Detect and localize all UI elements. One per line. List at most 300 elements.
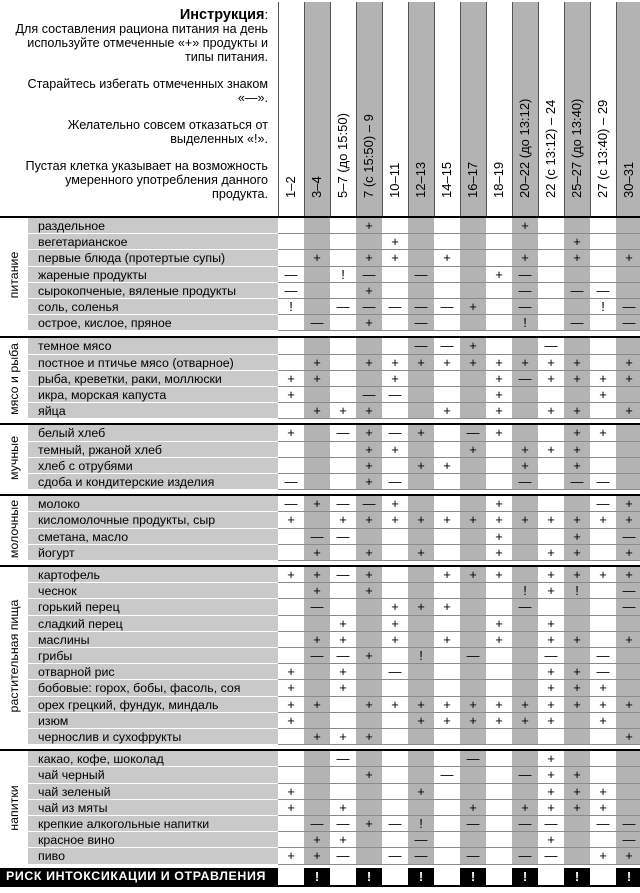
rating-cell [434, 648, 460, 664]
column-header [330, 2, 356, 216]
rating-cell: + [486, 512, 512, 528]
rating-cell [304, 458, 330, 474]
rating-cell: — [382, 664, 408, 680]
rating-cell [434, 315, 460, 331]
rating-cell [330, 218, 356, 234]
rating-cell [278, 315, 304, 331]
rating-cell [434, 751, 460, 767]
rating-cell [538, 387, 564, 403]
rating-cell: + [356, 697, 382, 713]
rating-cell: + [408, 512, 434, 528]
table-row [28, 338, 640, 354]
rating-cell: + [564, 371, 590, 387]
product-name: чернослив и сухофрукты [28, 729, 278, 745]
rating-cell: + [512, 250, 538, 266]
food-group-title: молочные [7, 499, 21, 558]
rating-cell [564, 496, 590, 512]
rating-cell [304, 299, 330, 315]
risk-row [0, 868, 640, 885]
rating-cell [434, 234, 460, 250]
rating-cell: + [616, 545, 640, 561]
rating-cell: — [460, 425, 486, 441]
table-row [28, 800, 640, 816]
rating-cell: + [460, 713, 486, 729]
rating-cell: + [564, 697, 590, 713]
rating-cell [616, 458, 640, 474]
rating-cell [486, 800, 512, 816]
column-header-label: 1–2 [283, 176, 298, 198]
rating-cell: + [408, 599, 434, 615]
rating-cell: + [434, 697, 460, 713]
food-group-title: мучные [7, 435, 21, 480]
rating-cell: + [330, 632, 356, 648]
rating-cell: + [564, 403, 590, 419]
rating-cell [538, 267, 564, 283]
product-name: постное и птичье мясо (отварное) [28, 355, 278, 371]
rating-cell: — [330, 648, 356, 664]
rating-cell [408, 664, 434, 680]
table-row [28, 355, 640, 371]
rating-cell: + [330, 800, 356, 816]
rating-cell [278, 234, 304, 250]
rating-cell: — [278, 283, 304, 299]
rating-cell [434, 816, 460, 832]
rating-cell: + [356, 403, 382, 419]
rating-cell: + [460, 299, 486, 315]
rating-cell [538, 218, 564, 234]
rating-cell: + [564, 664, 590, 680]
table-row [28, 648, 640, 664]
rating-cell: + [356, 767, 382, 783]
rating-cell [590, 545, 616, 561]
column-divider [434, 2, 435, 216]
rating-cell [278, 816, 304, 832]
rating-cell: — [460, 848, 486, 864]
rating-cell: + [356, 729, 382, 745]
column-header-label: 30–31 [621, 161, 636, 198]
risk-cell [486, 868, 512, 885]
instructions-title-colon: : [264, 8, 268, 22]
rating-cell: + [278, 713, 304, 729]
rating-cell: + [434, 632, 460, 648]
rating-cell: + [356, 250, 382, 266]
rating-cell: — [538, 338, 564, 354]
rating-cell [434, 664, 460, 680]
rating-cell [304, 800, 330, 816]
food-group-label [0, 567, 28, 745]
rating-cell [304, 218, 330, 234]
rating-cell: — [512, 848, 538, 864]
rating-cell: + [434, 713, 460, 729]
rating-cell [356, 751, 382, 767]
rating-cell: + [538, 442, 564, 458]
rating-cell: — [616, 299, 640, 315]
rating-cell: + [304, 403, 330, 419]
rating-cell: — [356, 267, 382, 283]
rating-cell [564, 848, 590, 864]
rating-cell: — [330, 496, 356, 512]
rating-cell [486, 474, 512, 490]
rating-cell [408, 371, 434, 387]
rating-cell: — [616, 315, 640, 331]
rating-cell: — [382, 299, 408, 315]
rating-cell: — [330, 425, 356, 441]
rating-cell [356, 784, 382, 800]
rating-cell [486, 648, 512, 664]
rating-cell [278, 632, 304, 648]
rating-cell [356, 599, 382, 615]
rating-cell: ! [278, 299, 304, 315]
rating-cell [434, 616, 460, 632]
rating-cell: — [382, 848, 408, 864]
rating-cell: + [304, 729, 330, 745]
rating-cell: + [408, 425, 434, 441]
table-row [28, 299, 640, 315]
rating-cell [590, 403, 616, 419]
rating-cell [434, 800, 460, 816]
rating-cell [356, 338, 382, 354]
rating-cell [408, 218, 434, 234]
rating-cell [408, 729, 434, 745]
rating-cell [330, 283, 356, 299]
table-row [28, 283, 640, 299]
rating-cell: + [408, 697, 434, 713]
product-name: сдоба и кондитерские изделия [28, 474, 278, 490]
rating-cell: + [538, 713, 564, 729]
rating-cell: + [278, 425, 304, 441]
rating-cell [512, 567, 538, 583]
rating-cell [512, 832, 538, 848]
rating-cell: + [538, 403, 564, 419]
product-name: отварной рис [28, 664, 278, 680]
rating-cell [356, 713, 382, 729]
column-divider [330, 2, 331, 216]
column-divider [460, 2, 461, 216]
rating-cell [590, 338, 616, 354]
rating-cell: + [486, 267, 512, 283]
table-row [28, 267, 640, 283]
rating-cell [330, 442, 356, 458]
rating-cell [486, 816, 512, 832]
rating-cell: + [486, 713, 512, 729]
rating-cell [564, 832, 590, 848]
risk-cell: ! [304, 868, 330, 885]
rating-cell [486, 767, 512, 783]
rating-cell [434, 425, 460, 441]
rating-cell [486, 218, 512, 234]
rating-cell: + [278, 848, 304, 864]
rating-cell [408, 496, 434, 512]
rating-cell [564, 338, 590, 354]
column-divider [590, 2, 591, 216]
rating-cell [356, 616, 382, 632]
rating-cell [538, 299, 564, 315]
rating-cell: — [330, 848, 356, 864]
rating-cell: + [356, 458, 382, 474]
rating-cell [408, 616, 434, 632]
rating-cell: + [278, 664, 304, 680]
column-header [356, 2, 382, 216]
rating-cell [304, 267, 330, 283]
rating-cell [590, 751, 616, 767]
table-row [28, 729, 640, 745]
rating-cell: + [408, 784, 434, 800]
rating-cell: — [564, 474, 590, 490]
rating-cell [486, 599, 512, 615]
rating-cell: — [278, 474, 304, 490]
rating-cell [434, 267, 460, 283]
rating-cell [616, 713, 640, 729]
rating-cell: + [330, 664, 356, 680]
product-name: белый хлеб [28, 425, 278, 441]
rating-cell [590, 599, 616, 615]
rating-cell [616, 648, 640, 664]
rating-cell: + [590, 784, 616, 800]
rating-cell [434, 442, 460, 458]
rating-cell: + [538, 800, 564, 816]
rating-cell: — [382, 387, 408, 403]
rating-cell [564, 267, 590, 283]
rating-cell: — [512, 816, 538, 832]
rating-cell [512, 545, 538, 561]
rating-cell: + [486, 567, 512, 583]
rating-cell [434, 784, 460, 800]
rating-cell [460, 403, 486, 419]
rating-cell: — [408, 299, 434, 315]
food-group-label [0, 496, 28, 561]
product-name: вегетарианское [28, 234, 278, 250]
rating-cell [564, 816, 590, 832]
rating-cell: + [486, 632, 512, 648]
risk-cell [434, 868, 460, 885]
rating-cell [304, 512, 330, 528]
rating-cell [408, 234, 434, 250]
rating-cell [460, 616, 486, 632]
rating-cell: + [330, 403, 356, 419]
rating-cell [512, 338, 538, 354]
rating-cell [512, 648, 538, 664]
rating-cell [538, 529, 564, 545]
rating-cell [330, 713, 356, 729]
rating-cell [356, 800, 382, 816]
rating-cell: + [590, 512, 616, 528]
rating-cell [512, 234, 538, 250]
rating-cell: + [356, 816, 382, 832]
rating-cell: + [356, 218, 382, 234]
rating-cell [330, 583, 356, 599]
rating-cell: + [356, 442, 382, 458]
rating-cell [408, 680, 434, 696]
table-row [28, 680, 640, 696]
product-name: хлеб с отрубями [28, 458, 278, 474]
rating-cell: + [616, 403, 640, 419]
rating-cell: + [356, 583, 382, 599]
rating-cell [538, 599, 564, 615]
column-header [434, 2, 460, 216]
rating-cell: — [512, 267, 538, 283]
rating-cell: + [538, 680, 564, 696]
rating-cell [382, 648, 408, 664]
rating-cell [382, 458, 408, 474]
instructions-minus: Старайтесь избегать отмеченных знаком «—». [27, 77, 268, 105]
rating-cell [486, 583, 512, 599]
rating-cell [434, 474, 460, 490]
column-header [564, 2, 590, 216]
table-row [28, 496, 640, 512]
rating-cell [616, 283, 640, 299]
rating-cell: + [304, 545, 330, 561]
rating-cell: — [330, 529, 356, 545]
food-group-title: напитки [7, 785, 21, 831]
rating-cell: + [304, 371, 330, 387]
rating-cell [278, 729, 304, 745]
rating-cell: + [278, 387, 304, 403]
column-header-label: 27 (с 13:40) – 29 [595, 99, 610, 198]
rating-cell [512, 387, 538, 403]
rating-cell: + [304, 697, 330, 713]
rating-cell: + [382, 442, 408, 458]
rating-cell [590, 729, 616, 745]
rating-cell: — [382, 425, 408, 441]
rating-cell [616, 767, 640, 783]
rating-cell: + [382, 496, 408, 512]
product-name: орех грецкий, фундук, миндаль [28, 697, 278, 713]
rating-cell: + [564, 442, 590, 458]
rating-cell [590, 583, 616, 599]
table-row [28, 529, 640, 545]
rating-cell [564, 387, 590, 403]
rating-cell: + [564, 767, 590, 783]
rating-cell: + [278, 512, 304, 528]
table-row [28, 545, 640, 561]
rating-cell: + [460, 338, 486, 354]
rating-cell [330, 474, 356, 490]
rating-cell [304, 751, 330, 767]
product-name: чай зеленый [28, 784, 278, 800]
rating-cell: — [616, 529, 640, 545]
column-header [408, 2, 434, 216]
rating-cell [330, 458, 356, 474]
risk-cell [382, 868, 408, 885]
rating-cell: + [356, 474, 382, 490]
rating-cell [616, 425, 640, 441]
rating-cell [616, 387, 640, 403]
rating-cell [486, 338, 512, 354]
rating-cell [278, 218, 304, 234]
rating-cell [486, 299, 512, 315]
rating-cell: + [382, 371, 408, 387]
rating-cell: — [434, 299, 460, 315]
rating-cell: + [304, 832, 330, 848]
rating-cell: — [616, 832, 640, 848]
rating-cell: + [590, 425, 616, 441]
rating-cell [278, 832, 304, 848]
table-row [28, 474, 640, 490]
risk-cell [330, 868, 356, 885]
product-name: горький перец [28, 599, 278, 615]
rating-cell: — [408, 315, 434, 331]
rating-cell [434, 848, 460, 864]
rating-cell: + [564, 250, 590, 266]
product-name: йогурт [28, 545, 278, 561]
rating-cell [434, 729, 460, 745]
rating-cell: — [356, 299, 382, 315]
rating-cell: — [590, 283, 616, 299]
rating-cell: — [538, 848, 564, 864]
rating-cell [304, 680, 330, 696]
rating-cell [408, 767, 434, 783]
rating-cell [382, 729, 408, 745]
rating-cell: + [564, 458, 590, 474]
rating-cell [590, 250, 616, 266]
column-header [278, 2, 304, 216]
rating-cell [408, 387, 434, 403]
rating-cell [382, 315, 408, 331]
rating-cell: + [382, 632, 408, 648]
rating-cell [382, 403, 408, 419]
table-row [28, 403, 640, 419]
rating-cell: — [408, 832, 434, 848]
rating-cell [278, 583, 304, 599]
rating-cell [434, 371, 460, 387]
rating-cell: — [512, 299, 538, 315]
table-row [28, 458, 640, 474]
rating-cell [486, 283, 512, 299]
table-row [28, 697, 640, 713]
rating-cell: + [330, 832, 356, 848]
bottom-rule [0, 885, 640, 887]
risk-cell: ! [564, 868, 590, 885]
rating-cell [382, 751, 408, 767]
rating-cell [460, 545, 486, 561]
risk-cell: ! [512, 868, 538, 885]
table-row [28, 848, 640, 864]
product-name: крепкие алкогольные напитки [28, 816, 278, 832]
rating-cell: + [616, 567, 640, 583]
product-name: сладкий перец [28, 616, 278, 632]
rating-cell [616, 442, 640, 458]
product-name: яйца [28, 403, 278, 419]
rating-cell [486, 458, 512, 474]
rating-cell: + [330, 616, 356, 632]
rating-cell: ! [564, 583, 590, 599]
rating-cell [408, 283, 434, 299]
rating-cell: + [460, 512, 486, 528]
rating-cell [564, 648, 590, 664]
rating-cell: + [616, 632, 640, 648]
column-header-label: 10–11 [387, 162, 402, 198]
rating-cell: — [356, 496, 382, 512]
rating-cell: — [278, 267, 304, 283]
table-row [28, 315, 640, 331]
rating-cell: — [590, 496, 616, 512]
rating-cell: ! [512, 583, 538, 599]
rating-cell: + [304, 583, 330, 599]
table-row [28, 599, 640, 615]
rating-cell: — [512, 599, 538, 615]
rating-cell [408, 751, 434, 767]
rating-cell [408, 442, 434, 458]
rating-cell: + [460, 442, 486, 458]
rating-cell: — [304, 816, 330, 832]
product-name: чеснок [28, 583, 278, 599]
rating-cell [590, 458, 616, 474]
column-header [538, 2, 564, 216]
rating-cell: + [538, 664, 564, 680]
rating-cell [434, 832, 460, 848]
rating-cell: + [304, 250, 330, 266]
rating-cell [512, 529, 538, 545]
